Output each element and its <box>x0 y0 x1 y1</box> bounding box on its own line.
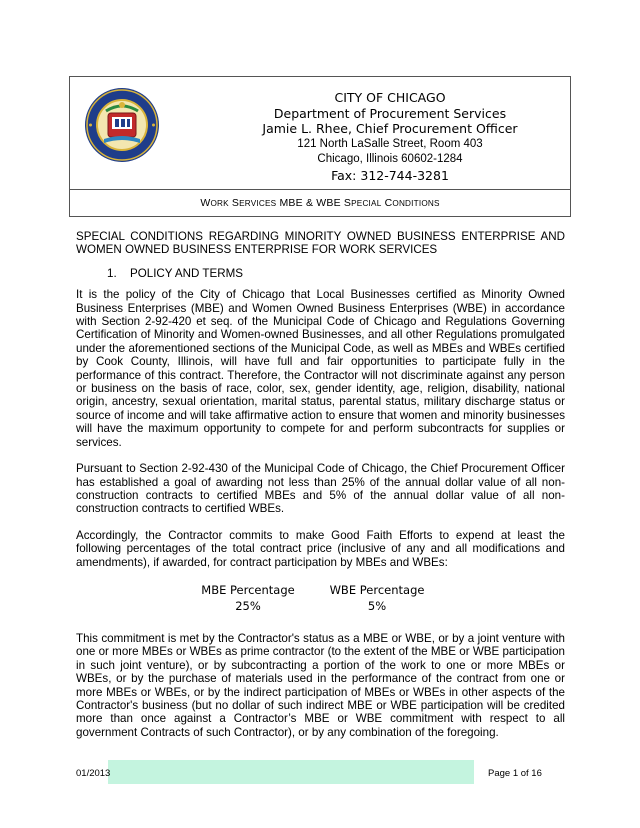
mbe-percentage-value: 25% <box>235 598 261 613</box>
mbe-percentage-label: MBE Percentage <box>201 582 295 597</box>
wbe-percentage-value: 5% <box>367 598 387 613</box>
footer-highlight-bar <box>108 760 474 784</box>
document-subtitle: WORK SERVICES MBE & WBE SPECIAL CONDITIONS <box>200 197 440 209</box>
department-name: Department of Procurement Services <box>273 105 507 121</box>
percentage-table <box>76 582 565 626</box>
section-heading <box>107 267 565 280</box>
policy-paragraph: It is the policy of the City of Chicago that Local Businesses certified as Minority Owned Business Enterprises (MBE) and Women Owned Business Enterprises (WBE) in accordance with Section 2-92-420 et seq. of the Municipal Code of Chicago and Regulations Governing Certification of Minority and Women-owned Businesses, and all other Regulations promulgated under the aforementioned sections of the Municipal Code, as well as MBEs and WBEs certified by Cook County, Illinois, will have full and fair opportunities to participate fully in the performance of this contract. Therefore, the Contractor will not discriminate against any person or business on the basis of race, color, sex, gender identity, age, religion, disability, national origin, ancestry, sexual orientation, marital status, parental status, military discharge status or source of income and will take affirmative action to ensure that women and minority businesses will have the maximum opportunity to compete for and perform subcontracts for supplies or services. <box>76 288 565 449</box>
officer-name: Jamie L. Rhee, Chief Procurement Officer <box>262 121 518 136</box>
commitment-paragraph: Accordingly, the Contractor commits to make Good Faith Efforts to expend at least the following percentages of the total contract price (inclusive of any and all modifications and amendments), if awarded, for contract participation by MBEs and WBEs: <box>76 528 565 569</box>
organization-block <box>210 90 570 183</box>
closing-paragraph: This commitment is met by the Contractor's status as a MBE or WBE, or by a joint venture with one or more MBEs or WBEs as prime contractor (to the extent of the MBE or WBE participation in such joint venture), or by subcontracting a portion of the work to one or more MBEs or WBEs, or by the purchase of materials used in the performance of the contract from one or more MBEs or WBEs, or by the indirect participation of MBEs or WBEs in other aspects of the Contractor's business (but no dollar of such indirect MBE or WBE participation will be credited more than once against a Contractor’s MBE or WBE commitment with respect to all government Contracts of such Contractor), or by any combination of the foregoing. <box>76 631 565 739</box>
document-heading: SPECIAL CONDITIONS REGARDING MINORITY OWNED BUSINESS ENTERPRISE AND WOMEN OWNED BUSINESS ENTERPRISE FOR WORK SERVICES <box>76 230 565 257</box>
city-address: Chicago, Illinois 60602-1284 <box>317 153 463 165</box>
page-number: Page 1 of 16 <box>488 768 542 779</box>
header-top-section <box>70 77 570 190</box>
goal-paragraph: Pursuant to Section 2-92-430 of the Municipal Code of Chicago, the Chief Procurement Officer has established a goal of awarding not less than 25% of the annual dollar value of all non-construction contracts to certified MBEs and 5% of the annual dollar value of all non-construction contracts to certified WBEs. <box>76 462 565 516</box>
document-body <box>76 230 565 752</box>
section-number: 1. <box>107 266 117 280</box>
fax-number: Fax: 312-744-3281 <box>331 167 449 183</box>
document-header <box>69 76 571 217</box>
city-seal-logo <box>84 87 160 163</box>
wbe-percentage-label: WBE Percentage <box>329 582 425 597</box>
wbe-column <box>322 582 432 614</box>
city-name: CITY OF CHICAGO <box>334 90 446 105</box>
footer-date: 01/2013 <box>76 768 111 779</box>
mbe-column <box>193 582 303 614</box>
street-address: 121 North LaSalle Street, Room 403 <box>297 137 483 150</box>
section-title: POLICY AND TERMS <box>130 266 243 280</box>
